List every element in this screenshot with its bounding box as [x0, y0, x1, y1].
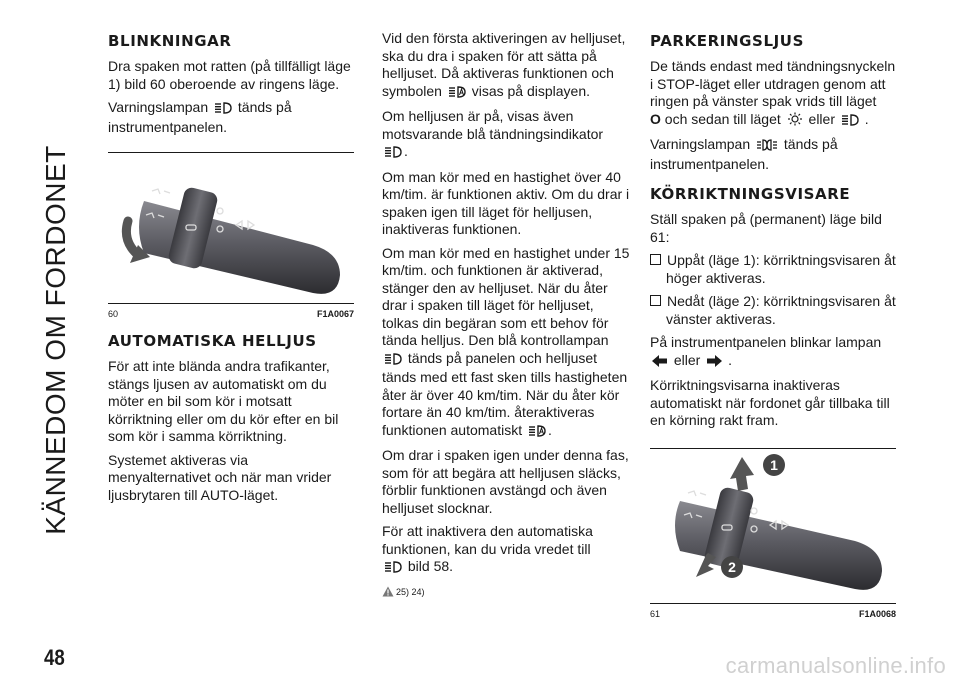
paragraph: Om drar i spaken igen under denna fas, som för att begära att helljusen släcks, förblir funktionen avstängd och även helljuset slocknar. — [382, 447, 629, 516]
paragraph: Dra spaken mot ratten (på tillfälligt läge 1) bild 60 oberoende av ringens läge. — [108, 58, 351, 92]
heading-blinkningar: BLINKNINGAR — [108, 32, 232, 50]
watermark: carmanualsonline.info — [725, 653, 946, 678]
high-beam-icon — [384, 560, 402, 578]
warning-triangle-icon — [382, 586, 394, 604]
column-middle — [382, 30, 634, 609]
figure-60 — [108, 152, 354, 318]
paragraph: För att inaktivera den automatiska funktionen, kan du vrida vredet till bild 58. — [382, 523, 634, 578]
heading-korriktningsvisare: KÖRRIKTNINGSVISARE — [650, 185, 851, 203]
figure-caption: 60 F1A0067 — [108, 303, 354, 318]
heading-parkeringsljus: PARKERINGSLJUS — [650, 32, 804, 50]
paragraph: För att inte blända andra trafikanter, stängs ljusen av automatiskt om du möter en bil som kör i motsatt körriktning eller om du kör efter en bil som kör i samma körriktning. — [108, 358, 339, 444]
paragraph: Om man kör med en hastighet under 15 km/tim. och funktionen är aktiverad, stänger den av helljuset. När du åter drar i spaken till läget för helljuset, tolkas din begäran som ett behov för tända helljus. Den blå kontrollampan tänds på panelen och helljuset tänds med ett fast sken tills hastigheten åter är över 40 km/tim. När du åter kör fortare än 40 km/tim. återaktiveras funktionen automatiskt . — [382, 245, 634, 442]
high-beam-icon — [214, 101, 232, 119]
warning-note: 25) 24) — [382, 584, 634, 604]
parking-light-icon — [787, 112, 803, 131]
column-right — [650, 30, 900, 632]
column-left — [108, 30, 354, 510]
figure-61 — [650, 448, 896, 618]
checkbox-bullet-icon — [650, 295, 661, 306]
heading-automatiska-helljus: AUTOMATISKA HELLJUS — [108, 332, 317, 350]
callout-1: 1 — [770, 456, 778, 473]
list-item: Uppåt (läge 1): körriktningsvisaren åt höger aktiveras. — [650, 252, 900, 287]
turn-right-icon — [706, 354, 722, 372]
high-beam-icon — [384, 145, 402, 163]
list-item: Nedåt (läge 2): körriktningsvisaren åt vänster aktiveras. — [650, 293, 900, 328]
paragraph: På instrumentpanelen blinkar lampan eller . — [650, 334, 900, 371]
paragraph: Om man kör med en hastighet över 40 km/tim. är funktionen aktiv. Om du drar i spaken igen till läget för helljusen, inaktiveras funktionen. — [382, 168, 630, 237]
callout-2: 2 — [728, 558, 736, 575]
page-number: 48 — [44, 645, 65, 670]
paragraph: De tänds endast med tändningsnyckeln i STOP-läget eller utdragen genom att ringen på vänster spak vrids till läget O och sedan till läget eller . — [650, 58, 900, 130]
high-beam-icon — [384, 352, 402, 370]
checkbox-bullet-icon — [650, 254, 661, 265]
paragraph: Ställ spaken på (permanent) läge bild 61: — [650, 211, 882, 245]
paragraph: Vid den första aktiveringen av helljuset, ska du dra i spaken för att sätta på helljuset. Då aktiveras funktionen och symbolen visas på displayen. — [382, 30, 634, 102]
auto-high-beam-icon — [448, 85, 466, 103]
turn-left-icon — [652, 354, 668, 372]
paragraph: Om helljusen är på, visas även motsvarande blå tändningsindikator . — [382, 108, 634, 163]
figure-caption: 61 F1A0068 — [650, 603, 896, 618]
stalk-illustration — [650, 449, 896, 603]
paragraph: Systemet aktiveras via menyalternativet och när man vrider ljusbrytaren till AUTO-läget. — [108, 451, 332, 503]
paragraph: Varningslampan tänds på instrumentpanelen. — [650, 136, 838, 172]
side-light-icon — [756, 138, 778, 156]
stalk-illustration — [108, 153, 354, 303]
section-title-vertical: KÄNNEDOM OM FORDONET — [40, 145, 71, 535]
high-beam-icon — [841, 113, 859, 131]
auto-high-beam-icon — [528, 424, 546, 442]
paragraph: Varningslampan tänds på instrumentpanelen. — [108, 99, 292, 135]
paragraph: Körriktningsvisarna inaktiveras automatiskt när fordonet går tillbaka till en körning rakt fram. — [650, 377, 890, 428]
